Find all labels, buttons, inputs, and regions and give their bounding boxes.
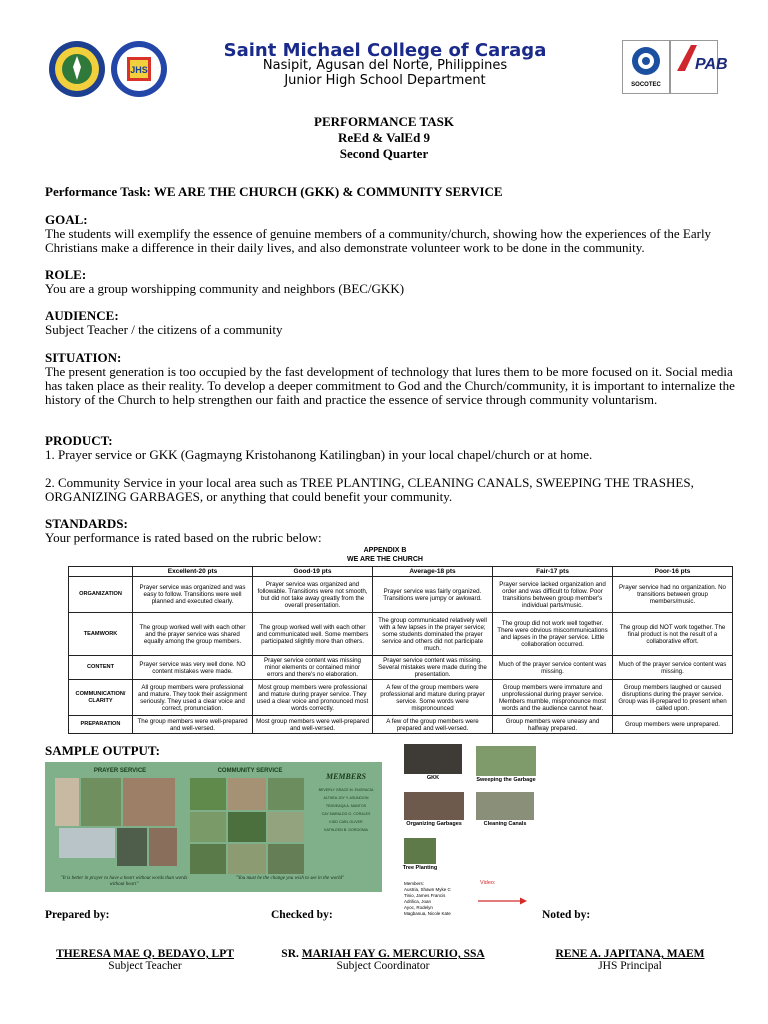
- collage-photo: [190, 844, 226, 874]
- signatory-prefix: SR.: [281, 948, 302, 960]
- rubric-cell: Prayer service was organized and followable. Transitions were not smooth, but did not take away greatly from the overall presentation.: [253, 577, 373, 613]
- rubric-appendix: APPENDIX B: [363, 547, 407, 554]
- collage-photo: [268, 812, 304, 842]
- collage-photo: [117, 828, 147, 866]
- standards-heading: STANDARDS:: [45, 516, 128, 531]
- table-row: [69, 680, 733, 716]
- rubric-cell: Group members were immature and unprofessional during prayer service. Members mumble, mispronounce most words and the audience cannot hear.: [493, 680, 613, 716]
- list-item: Magbanua, Nicole Kate: [404, 911, 451, 916]
- signature-prepared: [45, 948, 245, 972]
- arrow-right-icon: [476, 896, 528, 906]
- list-item: Austria, Shawn Myke C: [404, 887, 451, 892]
- list-item: TEMVEAQA A. MANTOS: [325, 804, 367, 808]
- collage-photo: [190, 812, 226, 842]
- rubric-cell: The group did NOT work together. The final product is not the result of a collaborative effort.: [613, 613, 733, 656]
- collage-photo: [228, 844, 266, 874]
- sample-heading: SAMPLE OUTPUT:: [45, 743, 160, 758]
- table-row: [69, 613, 733, 656]
- rubric-criterion: PREPARATION: [69, 716, 133, 734]
- rubric-title: WE ARE THE CHURCH: [347, 556, 423, 563]
- collage-quote-1: "It is better in prayer to have a heart without words than words without heart": [60, 876, 188, 887]
- rubric-cell: The group worked well with each other and the prayer service was shared equally among the group members.: [133, 613, 253, 656]
- rubric-criterion: COMMUNICATION/ CLARITY: [69, 680, 133, 716]
- school-address: Nasipit, Agusan del Norte, Philippines: [262, 58, 508, 73]
- sample-photo-gkk: [404, 744, 462, 774]
- list-item: CAY MARALDO G. CORALES: [321, 812, 371, 816]
- rubric-cell: Prayer service content was missing. Several mistakes were made during the presentation.: [373, 656, 493, 680]
- signatory-name: THERESA MAE Q. BEDAYO, LPT: [56, 948, 234, 960]
- collage-photo: [81, 778, 121, 826]
- rubric-cell: The group did not work well together. There were obvious miscommunications and lapses in the prayer service. Little collaboration occurred.: [493, 613, 613, 656]
- checked-by-label: Checked by:: [271, 909, 333, 921]
- collage-photo: [268, 778, 304, 810]
- list-item: ALTHEA JOY Y. ASUNCION: [323, 796, 369, 800]
- audience-heading: AUDIENCE:: [45, 308, 119, 323]
- rubric-cell: Most group members were well-prepared and well-versed.: [253, 716, 373, 734]
- socotec-label: SOCOTEC: [631, 82, 661, 88]
- rubric-criterion: TEAMWORK: [69, 613, 133, 656]
- signature-checked: [268, 948, 498, 972]
- rubric-header-cell: [69, 567, 133, 577]
- rubric-cell: Most group members were professional and mature during prayer service. They used a clear voice and pronounced most words correctly.: [253, 680, 373, 716]
- product-item-1: 1. Prayer service or GKK (Gagmayng Kristohanong Katilingban) in your local chapel/church or at home.: [45, 447, 593, 462]
- sample-photo-caption: Sweeping the Garbage: [476, 777, 536, 783]
- signature-noted: [540, 948, 720, 972]
- rubric-cell: Prayer service was very well done. NO content mistakes were made.: [133, 656, 253, 680]
- collage-photo: [190, 778, 226, 810]
- signatory-name: MARIAH FAY G. MERCURIO, SSA: [301, 948, 485, 960]
- collage-members-label: MEMBERS: [325, 772, 367, 781]
- prepared-by-label: Prepared by:: [45, 909, 110, 921]
- rubric-cell: Prayer service lacked organization and order and was difficult to follow. Poor transitions between group member's individual parts/music.: [493, 577, 613, 613]
- rubric-cell: Group members were unprepared.: [613, 716, 733, 734]
- signatory-name: RENE A. JAPITANA, MAEM: [555, 948, 705, 960]
- title-subject: ReEd & ValEd 9: [337, 130, 431, 145]
- collage-quote-2: "You must be the change you wish to see in the world": [235, 876, 345, 881]
- collage-photo: [228, 812, 266, 842]
- situation-heading: SITUATION:: [45, 350, 122, 365]
- goal-text: The students will exemplify the essence of genuine members of a community/church, showing how the experiences of the Early Christians make a difference in their daily lives, and also demonstrate volunteer work to be done in the community.: [45, 226, 712, 255]
- rubric-caption: [330, 546, 440, 564]
- collage-photo: [268, 844, 304, 874]
- school-seal-icon: [48, 40, 106, 98]
- collage-community-label: COMMUNITY SERVICE: [217, 768, 283, 774]
- rubric-header-cell: Fair-17 pts: [493, 567, 613, 577]
- product-heading: PRODUCT:: [45, 433, 113, 448]
- task-value: WE ARE THE CHURCH (GKK) & COMMUNITY SERVICE: [153, 184, 503, 199]
- school-department: Junior High School Department: [284, 73, 486, 88]
- noted-by-label: Noted by:: [542, 909, 591, 921]
- collage-photo: [55, 778, 79, 826]
- audience-text: Subject Teacher / the citizens of a community: [45, 322, 283, 337]
- sample-photo-caption: Organizing Garbages: [406, 821, 462, 827]
- rubric-header-cell: Average-18 pts: [373, 567, 493, 577]
- collage-members-list: [311, 786, 381, 834]
- task-label: Performance Task:: [45, 184, 154, 199]
- sample-photo-caption: GKK: [426, 775, 440, 781]
- table-row: [69, 656, 733, 680]
- socotec-logo-icon: [622, 40, 670, 94]
- list-item: KATHLEEN B. GORGONIA: [324, 828, 368, 832]
- jhs-seal-icon: [108, 40, 170, 98]
- rubric-cell: Group members laughed or caused disruptions during the prayer service. Group was ill-prepared to present when called upon.: [613, 680, 733, 716]
- rubric-cell: A few of the group members were professional and mature during prayer service. Some words were mispronounced: [373, 680, 493, 716]
- collage-photo: [228, 778, 266, 810]
- rubric-header-cell: Poor-16 pts: [613, 567, 733, 577]
- pab-logo-text: PAB: [695, 56, 728, 73]
- rubric-cell: Prayer service content was missing minor elements or contained minor errors and there's no elaboration.: [253, 656, 373, 680]
- collage-prayer-label: PRAYER SERVICE: [93, 768, 147, 774]
- sample-collage: [45, 762, 382, 892]
- rubric-criterion: ORGANIZATION: [69, 577, 133, 613]
- sample-photo-caption: Cleaning Canals: [483, 821, 527, 827]
- school-name: Saint Michael College of Caraga: [223, 40, 547, 61]
- rubric-cell: The group communicated relatively well with a few lapses in the prayer service; some students dominated the prayer service and others did not participate much.: [373, 613, 493, 656]
- title-performance-task: PERFORMANCE TASK: [314, 114, 454, 129]
- role-text: You are a group worshipping community and neighbors (BEC/GKK): [45, 281, 405, 296]
- rubric-cell: The group worked well with each other and communicated well. Some members participated slightly more than others.: [253, 613, 373, 656]
- rubric-header-cell: Excellent-20 pts: [133, 567, 253, 577]
- table-row: [69, 716, 733, 734]
- rubric-cell: Prayer service had no organization. No transitions between group members/music.: [613, 577, 733, 613]
- sample-photo-canals: [476, 792, 534, 820]
- collage-photo: [123, 778, 175, 826]
- sample-photo-tree: [404, 838, 436, 864]
- list-item: Adrilica, Joan: [404, 899, 432, 904]
- signatory-role: Subject Coordinator: [336, 960, 430, 972]
- rubric-cell: All group members were professional and mature. They took their assignment seriously. They used a clear voice and correct, pronunciation.: [133, 680, 253, 716]
- collage-photo: [59, 828, 115, 858]
- list-item: Ayoc, Rodelyn: [404, 905, 433, 910]
- sample-members-heading: Members:: [404, 881, 425, 886]
- goal-heading: GOAL:: [45, 212, 88, 227]
- sample-photo-organizing: [404, 792, 464, 820]
- list-item: BEVERLY GRACE M. ENGRACIA: [318, 788, 374, 792]
- signatory-role: JHS Principal: [598, 960, 662, 972]
- rubric-cell: Much of the prayer service content was missing.: [493, 656, 613, 680]
- role-heading: ROLE:: [45, 267, 87, 282]
- table-row: [69, 577, 733, 613]
- rubric-header-cell: Good-19 pts: [253, 567, 373, 577]
- sample-members: [404, 881, 474, 917]
- signatory-role: Subject Teacher: [108, 960, 182, 972]
- rubric-criterion: CONTENT: [69, 656, 133, 680]
- sample-photo-sweeping: [476, 746, 536, 776]
- product-item-2: 2. Community Service in your local area such as TREE PLANTING, CLEANING CANALS, SWEEPING THE TRASHES, ORGANIZING GARBAGES, or anything that could benefit your community.: [45, 475, 694, 504]
- standards-text: Your performance is rated based on the rubric below:: [45, 530, 322, 545]
- sample-video-label: Video:: [480, 880, 496, 886]
- sample-photo-caption: Tree Planting: [402, 865, 438, 871]
- rubric-cell: The group members were well-prepared and well-versed.: [133, 716, 253, 734]
- situation-text: The present generation is too occupied by the fast development of technology that lures them to be more focused on it. Social media has taken place as their reality. To develop a deeper commitment to God and the Church/community, it is important to internalize the history of the Church to help strengthen our faith and practice the essence of service through community voluntarism.: [45, 364, 735, 407]
- list-item: Tinio, James Francis: [404, 893, 446, 898]
- rubric-table: [68, 566, 733, 734]
- pab-logo-icon: [670, 40, 728, 94]
- title-quarter: Second Quarter: [339, 146, 429, 161]
- rubric-cell: Prayer service was fairly organized. Transitions were jumpy or awkward.: [373, 577, 493, 613]
- collage-photo: [149, 828, 177, 866]
- rubric-header-row: [69, 567, 733, 577]
- task-line: [45, 185, 735, 199]
- rubric-cell: Much of the prayer service content was missing.: [613, 656, 733, 680]
- rubric-cell: Prayer service was organized and was easy to follow. Transitions were well planned and executed clearly.: [133, 577, 253, 613]
- signatory-name-line: [268, 948, 498, 960]
- rubric-cell: A few of the group members were prepared and well-versed.: [373, 716, 493, 734]
- rubric-cell: Group members were uneasy and halfway prepared.: [493, 716, 613, 734]
- list-item: KIDD CARL OLIVER: [329, 820, 363, 824]
- svg-text:JHS: JHS: [130, 65, 148, 75]
